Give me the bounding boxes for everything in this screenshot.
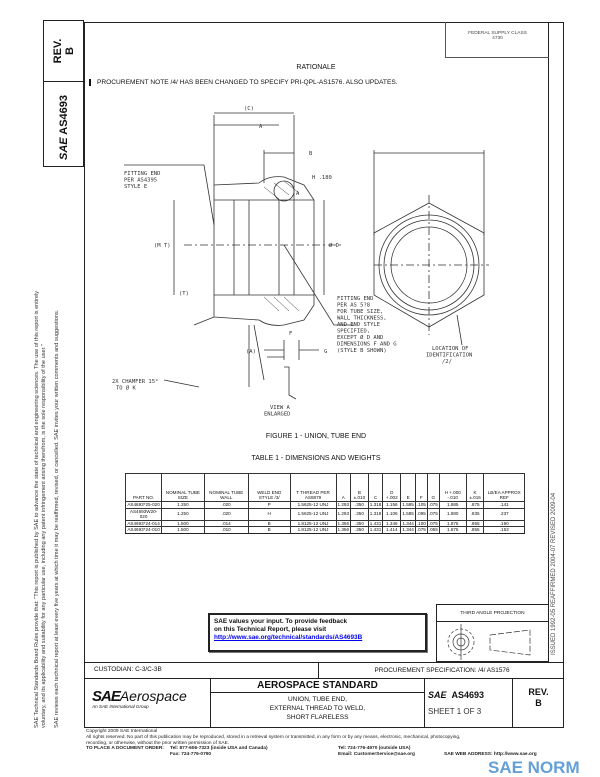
- table-cell: 1.356: [337, 520, 350, 526]
- table-cell: 1.318: [369, 502, 382, 507]
- table-cell: .055: [428, 527, 438, 533]
- table-cell: .100: [416, 520, 426, 526]
- table-cell: AS4693W20-020: [126, 508, 162, 520]
- dim-a2-label: (A): [246, 349, 256, 355]
- table-cell: 1.500: [162, 520, 205, 527]
- doc-number: [428, 690, 484, 700]
- table-row: [126, 520, 525, 527]
- feedback-line-2: on this Technical Report, please visit: [214, 626, 327, 633]
- table-cell: B: [248, 520, 290, 527]
- table-cell: AS4693*25-020: [127, 502, 160, 507]
- table-cell: 1.250: [162, 508, 205, 520]
- table-cell: 1.8125-12 UNJ: [290, 520, 336, 527]
- rev-box-side: [43, 20, 84, 82]
- table-cell: .855: [466, 520, 484, 527]
- table-cell: .190: [484, 520, 525, 527]
- fitting-end-note-2: FITTING END PER AS 5?8 FOR TUBE SIZE, WALL THICKNESS, AND END STYLE SPECIFIED, EXCEPT Ø D AND DIMENSIONS F AND G (STYLE B SHOWN): [337, 296, 397, 354]
- fitting-outline: [214, 177, 314, 326]
- web-address[interactable]: SAE WEB ADDRESS: http://www.sae.org: [444, 752, 537, 758]
- table-cell: .075: [427, 508, 439, 520]
- table-cell: 1.414: [383, 527, 401, 534]
- email: Email: CustomerService@sae.org: [338, 752, 415, 758]
- table-cell: .075: [428, 502, 438, 507]
- column-header: K ±.015: [466, 474, 484, 502]
- column-header: PART NO.: [126, 474, 162, 502]
- table-cell: 1.106: [383, 508, 401, 520]
- footer: [86, 729, 596, 758]
- table-cell: P: [248, 502, 290, 509]
- dim-a-label: A: [259, 124, 263, 130]
- column-header: C: [368, 474, 383, 502]
- rationale-bar: [89, 79, 91, 86]
- table-cell: 1.156: [383, 502, 401, 509]
- table-cell: 1.318: [368, 508, 383, 520]
- table-cell: .875: [466, 502, 484, 509]
- projection-box: [436, 604, 549, 662]
- column-header: E: [401, 474, 416, 502]
- disclaimer-line: voluntary, and its applicability and suitability for any particular use, including any patent infringement arising therefrom, is the sole responsibility of the user.": [41, 344, 47, 728]
- tel-outside: Tel: 724-776-4970 (outside USA): [338, 746, 411, 752]
- column-header: NOMINAL TUBE SIZE: [162, 474, 205, 502]
- table-cell: 1.8125-12 UNJ: [290, 527, 336, 534]
- table-row: [126, 527, 525, 534]
- column-header: LB/EA APPROX REF: [484, 474, 525, 502]
- table-row: [126, 508, 525, 520]
- desc-line: UNION, TUBE END,: [287, 696, 348, 703]
- table-cell: .350: [351, 508, 369, 520]
- column-header: WELD END STYLE /3/: [248, 474, 290, 502]
- custodian: CUSTODIAN: C-3/C-3B: [94, 666, 162, 673]
- table-cell: .075: [428, 520, 438, 526]
- desc-line: SHORT FLARELESS: [286, 714, 349, 721]
- feedback-line-1: SAE values your input. To provide feedback: [214, 618, 348, 625]
- procurement-spec: PROCUREMENT SPECIFICATION: /4/ AS1576: [374, 667, 510, 674]
- table-cell: .014: [204, 520, 248, 527]
- table-cell: 1.5625-12 UNJ: [290, 508, 336, 520]
- table-cell: 1.250: [162, 502, 205, 509]
- column-header: NOMINAL TUBE WALL: [204, 474, 248, 502]
- doc-id: AS4693: [58, 94, 70, 135]
- dim-h-label: H .180: [312, 175, 332, 181]
- table-cell: .010: [204, 527, 248, 534]
- table-cell: .153: [484, 527, 525, 534]
- table-cell: .855: [466, 527, 484, 534]
- copyright: Copyright 2009 SAE International: [86, 729, 158, 734]
- disclaimer-line: SAE Technical Standards Board Rules provide that: "This report is published by SAE to advance the state of technical and engineering sciences. The use of this report is entirely: [34, 290, 40, 728]
- standard-title: AEROSPACE STANDARD: [211, 679, 424, 693]
- sheet-number: SHEET 1 OF 3: [428, 707, 482, 716]
- issue-dates: ISSUED 1992-05 REAFFIRMED 2004-07 REVISED 2009-04: [551, 492, 557, 655]
- table-title: TABLE 1 - DIMENSIONS AND WEIGHTS: [251, 455, 381, 462]
- column-header: B ±.010: [351, 474, 369, 502]
- table-cell: 1.5625-12 UNJ: [290, 502, 336, 509]
- chamfer-note: 2X CHAMFER 15° TO Ø K: [112, 379, 159, 392]
- technical-drawing: [84, 95, 548, 425]
- rev-label: REV.: [52, 38, 64, 64]
- projection-symbol: [437, 622, 548, 662]
- column-header: T THREAD PER AS8879: [290, 474, 336, 502]
- column-header: H +.000 -.010: [439, 474, 466, 502]
- disclaimer-line: SAE reviews each technical report at least every five years at which time it may be reaffirmed, revised, or cancelled. SAE invites your written comments and suggestions.: [54, 309, 60, 728]
- column-header: A: [336, 474, 351, 502]
- table-cell: 1.875: [439, 527, 466, 534]
- table-cell: 1.875: [439, 520, 466, 527]
- fsc-label: FEDERAL SUPPLY CLASS: [468, 31, 527, 36]
- column-header: D +.002: [383, 474, 401, 502]
- fitting-end-note-1: FITTING END PER AS4395 STYLE E: [124, 171, 161, 190]
- rights-notice-2: recording, or otherwise, without the prior written permission of SAE.: [86, 740, 230, 746]
- doc-id: AS4693: [451, 690, 485, 700]
- table-cell: 1.585: [402, 502, 414, 507]
- fsc-value: 4730: [492, 36, 503, 41]
- table-cell: 1.344: [402, 527, 414, 533]
- table-cell: .141: [484, 502, 525, 509]
- table-cell: 1.431: [369, 520, 382, 526]
- feedback-link[interactable]: http://www.sae.org/technical/standards/AS4693B: [214, 634, 363, 641]
- rationale-text: PROCUREMENT NOTE /4/ HAS BEEN CHANGED TO SPECIFY PRI-QPL-AS1576. ALSO UPDATES.: [97, 79, 398, 86]
- disclaimer: [34, 291, 61, 728]
- sae-aerospace-logo: [92, 688, 210, 709]
- rev-block: [513, 687, 564, 709]
- dim-c-label: (C): [244, 106, 254, 112]
- identification-note: LOCATION OF IDENTIFICATION /2/: [426, 346, 473, 365]
- table-cell: 1.344: [402, 520, 414, 526]
- projection-title: THIRD ANGLE PROJECTION: [437, 605, 548, 622]
- table-cell: .095: [415, 508, 427, 520]
- sae-logo: SAE: [58, 137, 70, 160]
- doc-id-box-side: [43, 81, 84, 167]
- table-cell: .020: [204, 502, 248, 509]
- rationale-title: RATIONALE: [296, 64, 336, 71]
- detail-a-label: A: [296, 191, 300, 197]
- logo-sae: SAE: [92, 688, 120, 705]
- table-cell: .350: [351, 527, 369, 534]
- order-label: TO PLACE A DOCUMENT ORDER:: [86, 746, 164, 752]
- table-cell: AS4693*24-010: [127, 527, 160, 533]
- dim-b-label: B: [309, 151, 313, 157]
- table-cell: .350: [351, 520, 369, 527]
- table-cell: 1.293: [337, 502, 350, 507]
- table-cell: AS4693*24-014: [127, 520, 160, 526]
- right-column-divider: [548, 22, 549, 662]
- dim-d-label: Ø D: [329, 243, 339, 249]
- table-header-row: [126, 474, 525, 502]
- tel-inside: Tel: 877-606-7323 (inside USA and Canada): [170, 746, 268, 752]
- table-cell: 1.880: [439, 508, 466, 520]
- fax: Fax: 724-776-0790: [170, 752, 212, 758]
- table-cell: .020: [204, 508, 248, 520]
- table-cell: H: [248, 508, 290, 520]
- dim-mt-label: (M T): [154, 243, 171, 249]
- feedback-box: [208, 613, 427, 652]
- figure-caption: FIGURE 1 - UNION, TUBE END: [265, 433, 367, 440]
- table-cell: 1.293: [336, 508, 351, 520]
- rev-value: B: [64, 47, 76, 55]
- dim-g-label: G: [324, 349, 328, 355]
- desc-line: EXTERNAL THREAD TO WELD,: [269, 705, 366, 712]
- logo-aerospace: Aerospace: [119, 688, 187, 704]
- logo-subtitle: An SAE International Group: [92, 704, 149, 709]
- table-cell: 1.585: [401, 508, 416, 520]
- view-a-label: VIEW A ENLARGED: [264, 405, 291, 418]
- rev-value: B: [535, 698, 542, 708]
- table-cell: .075: [416, 527, 426, 533]
- column-header: G: [427, 474, 439, 502]
- dimensions-table: [125, 473, 525, 534]
- rights-notice: All rights reserved. No part of this publication may be reproduced, stored in a retrieval system or transmitted, in any form or by any means, electronic, mechanical, photocopying,: [86, 734, 461, 740]
- table-cell: 1.346: [383, 520, 401, 527]
- table-cell: .237: [484, 508, 525, 520]
- dim-t-label: (T): [179, 291, 189, 297]
- custodian-row: [84, 662, 564, 679]
- fsc-box: [445, 22, 549, 58]
- table-cell: 1.885: [439, 502, 466, 509]
- table-cell: 1.431: [369, 527, 382, 533]
- table-row: [126, 502, 525, 509]
- table-cell: 1.356: [337, 527, 350, 533]
- document-description: [211, 695, 424, 722]
- column-header: F: [415, 474, 427, 502]
- rev-label: REV.: [528, 687, 549, 697]
- table-cell: .350: [351, 502, 369, 509]
- table-cell: .105: [416, 502, 426, 507]
- table-cell: 1.500: [162, 527, 205, 534]
- table-cell: .835: [466, 508, 484, 520]
- dim-f-label: F: [289, 331, 293, 337]
- sae-mini-logo: SAE: [428, 690, 447, 700]
- sae-norm-watermark: SAE NORM: [488, 758, 580, 777]
- table-cell: B: [248, 527, 290, 534]
